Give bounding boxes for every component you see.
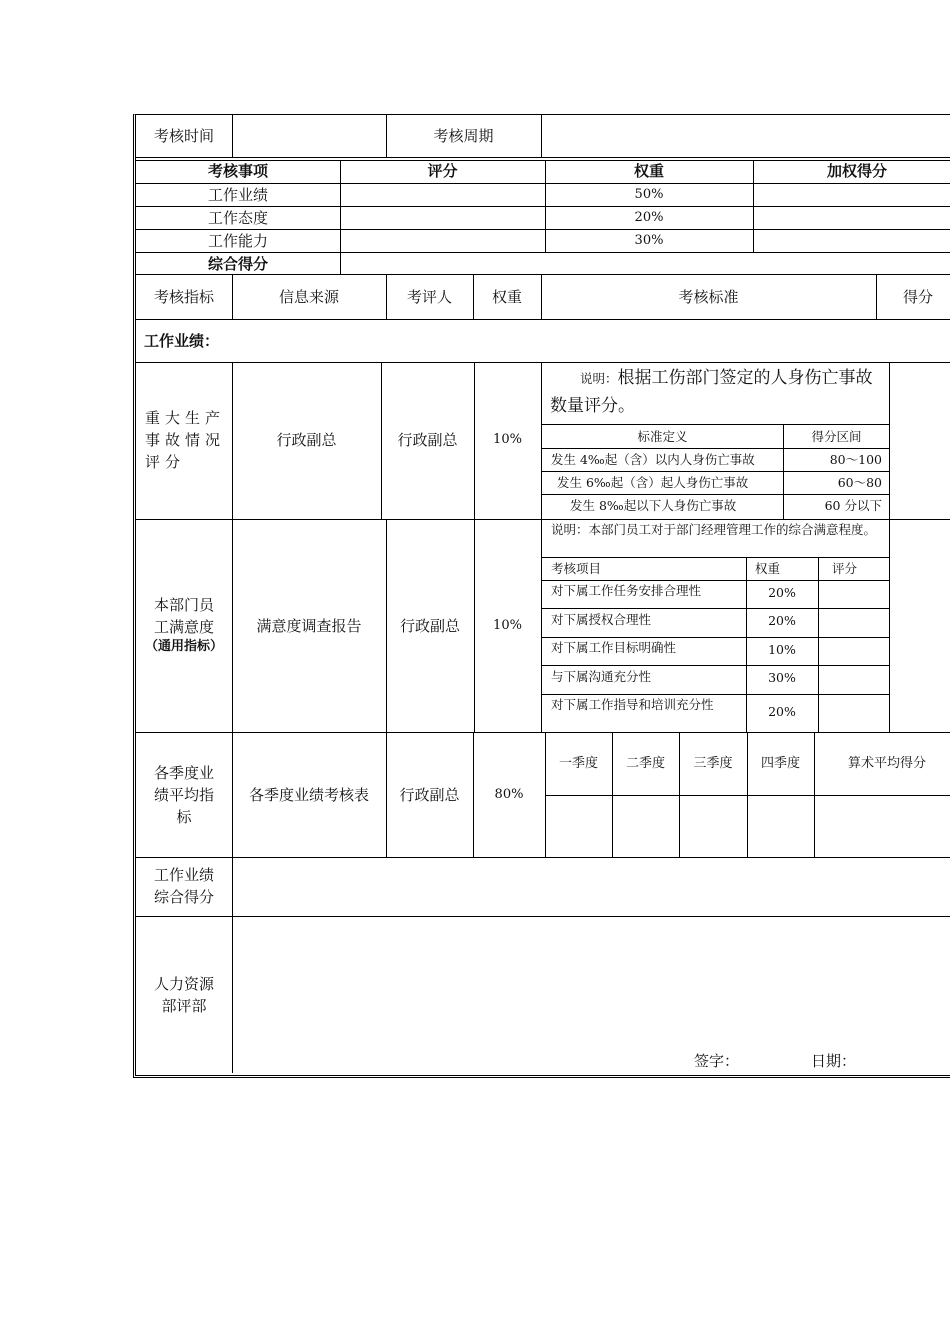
sign-label: 签字：	[694, 1052, 740, 1070]
rule	[542, 694, 890, 695]
accident-weight: 10%	[493, 432, 522, 447]
quarter-label: 一季度	[558, 756, 598, 771]
rule	[136, 157, 950, 158]
rule	[818, 557, 819, 732]
rule	[889, 519, 890, 732]
summary-header-score: 评分	[427, 162, 458, 180]
period-time-label: 考核时间	[153, 127, 214, 145]
rule	[136, 732, 950, 733]
satisfaction-assessor: 行政副总	[399, 617, 460, 635]
satisfaction-row-item: 对下属授权合理性	[551, 612, 652, 627]
col-assessor: 考评人	[406, 288, 452, 306]
accident-row-range: 80～100	[829, 452, 882, 467]
accident-col-def: 标准定义	[637, 429, 688, 444]
rule	[542, 665, 890, 666]
summary-total-label: 综合得分	[207, 255, 268, 273]
satisfaction-row-item: 对下属工作目标明确性	[551, 640, 677, 655]
accident-row-def: 发生 4‰起（含）以内人身伤亡事故	[551, 452, 755, 467]
accident-note	[550, 364, 886, 420]
rule	[136, 319, 950, 320]
summary-header-item: 考核事项	[207, 162, 268, 180]
summary-row-item: 工作态度	[207, 209, 268, 227]
accident-note-prefix: 说明：	[580, 371, 618, 386]
satisfaction-source: 满意度调查报告	[256, 617, 362, 635]
rule	[136, 362, 950, 363]
summary-row-item: 工作能力	[207, 232, 268, 250]
col-standard: 考核标准	[678, 288, 739, 306]
rule	[542, 424, 890, 425]
quarterly-weight: 80%	[494, 787, 524, 802]
accident-note-text: 根据工伤部门签定的人身伤亡事故数量评分。	[550, 368, 873, 416]
quarterly-source: 各季度业绩考核表	[248, 786, 369, 804]
accident-row-range: 60～80	[837, 475, 882, 490]
summary-header-weighted: 加权得分	[826, 162, 887, 180]
satisfaction-row-weight: 20%	[768, 613, 796, 628]
quarter-label: 三季度	[693, 756, 733, 771]
period-cycle-label: 考核周期	[433, 127, 494, 145]
satisfaction-row-weight: 20%	[768, 585, 796, 600]
hr-label-line1: 人力资源	[153, 975, 214, 993]
accident-row-def: 发生 6‰起（含）起人身伤亡事故	[557, 475, 749, 490]
perf-total-line1: 工作业绩	[153, 866, 214, 884]
satisfaction-name-line2: 工满意度	[153, 618, 214, 636]
rule	[747, 732, 748, 857]
quarterly-name-line2: 绩平均指	[153, 786, 214, 804]
col-weight: 权重	[491, 288, 522, 306]
rule	[542, 448, 890, 449]
satisfaction-row-item: 对下属工作指导和培训充分性	[551, 697, 714, 712]
rule	[542, 637, 890, 638]
accident-assessor: 行政副总	[397, 431, 458, 449]
satisfaction-col-weight: 权重	[755, 561, 781, 576]
section-title: 工作业绩：	[144, 332, 220, 350]
satisfaction-col-item: 考核项目	[551, 561, 602, 576]
col-score: 得分	[902, 288, 933, 306]
satisfaction-row-weight: 10%	[768, 642, 796, 657]
perf-total-line2: 综合得分	[153, 888, 214, 906]
rule	[545, 732, 546, 857]
col-indicator: 考核指标	[153, 288, 214, 306]
summary-row-item: 工作业绩	[207, 186, 268, 204]
satisfaction-row-weight: 20%	[768, 704, 796, 719]
rule	[136, 916, 950, 917]
rule	[541, 114, 542, 157]
quarterly-name-line1: 各季度业	[153, 764, 214, 782]
satisfaction-name-tag: （通用指标）	[144, 639, 223, 654]
rule	[542, 557, 890, 558]
date-label: 日期：	[811, 1052, 857, 1070]
rule	[541, 519, 542, 732]
summary-row-weight: 30%	[634, 233, 664, 248]
rule	[679, 732, 680, 857]
quarter-label: 二季度	[625, 756, 665, 771]
rule	[136, 857, 950, 858]
satisfaction-name-line1: 本部门员	[153, 596, 214, 614]
accident-name: 重大生产事故情况评分	[145, 409, 226, 471]
summary-header-weight: 权重	[633, 162, 664, 180]
quarterly-assessor: 行政副总	[399, 786, 460, 804]
rule	[136, 519, 950, 520]
satisfaction-row-weight: 30%	[768, 670, 796, 685]
col-source: 信息来源	[278, 288, 339, 306]
rule	[542, 608, 890, 609]
accident-row-range: 60 分以下	[824, 498, 882, 513]
summary-row-weight: 50%	[634, 187, 664, 202]
rule	[232, 114, 233, 157]
rule	[612, 732, 613, 857]
rule	[542, 471, 890, 472]
summary-row-weight: 20%	[634, 210, 664, 225]
satisfaction-weight: 10%	[493, 618, 522, 633]
accident-source: 行政副总	[276, 431, 337, 449]
rule	[814, 732, 815, 857]
rule	[542, 580, 890, 581]
rule	[542, 494, 890, 495]
accident-col-range: 得分区间	[811, 429, 862, 444]
satisfaction-row-item: 与下属沟通充分性	[551, 669, 652, 684]
quarterly-name-line3: 标	[176, 808, 192, 826]
satisfaction-col-score: 评分	[832, 561, 858, 576]
satisfaction-row-item: 对下属工作任务安排合理性	[551, 583, 702, 598]
satisfaction-note: 说明：本部门员工对于部门经理管理工作的综合满意程度。	[551, 522, 877, 537]
quarter-average-label: 算术平均得分	[847, 756, 926, 771]
hr-label-line2: 部评部	[161, 997, 207, 1015]
rule	[232, 857, 233, 1073]
rule	[546, 795, 950, 796]
accident-row-def: 发生 8‰起以下人身伤亡事故	[570, 498, 737, 513]
quarter-label: 四季度	[760, 756, 800, 771]
